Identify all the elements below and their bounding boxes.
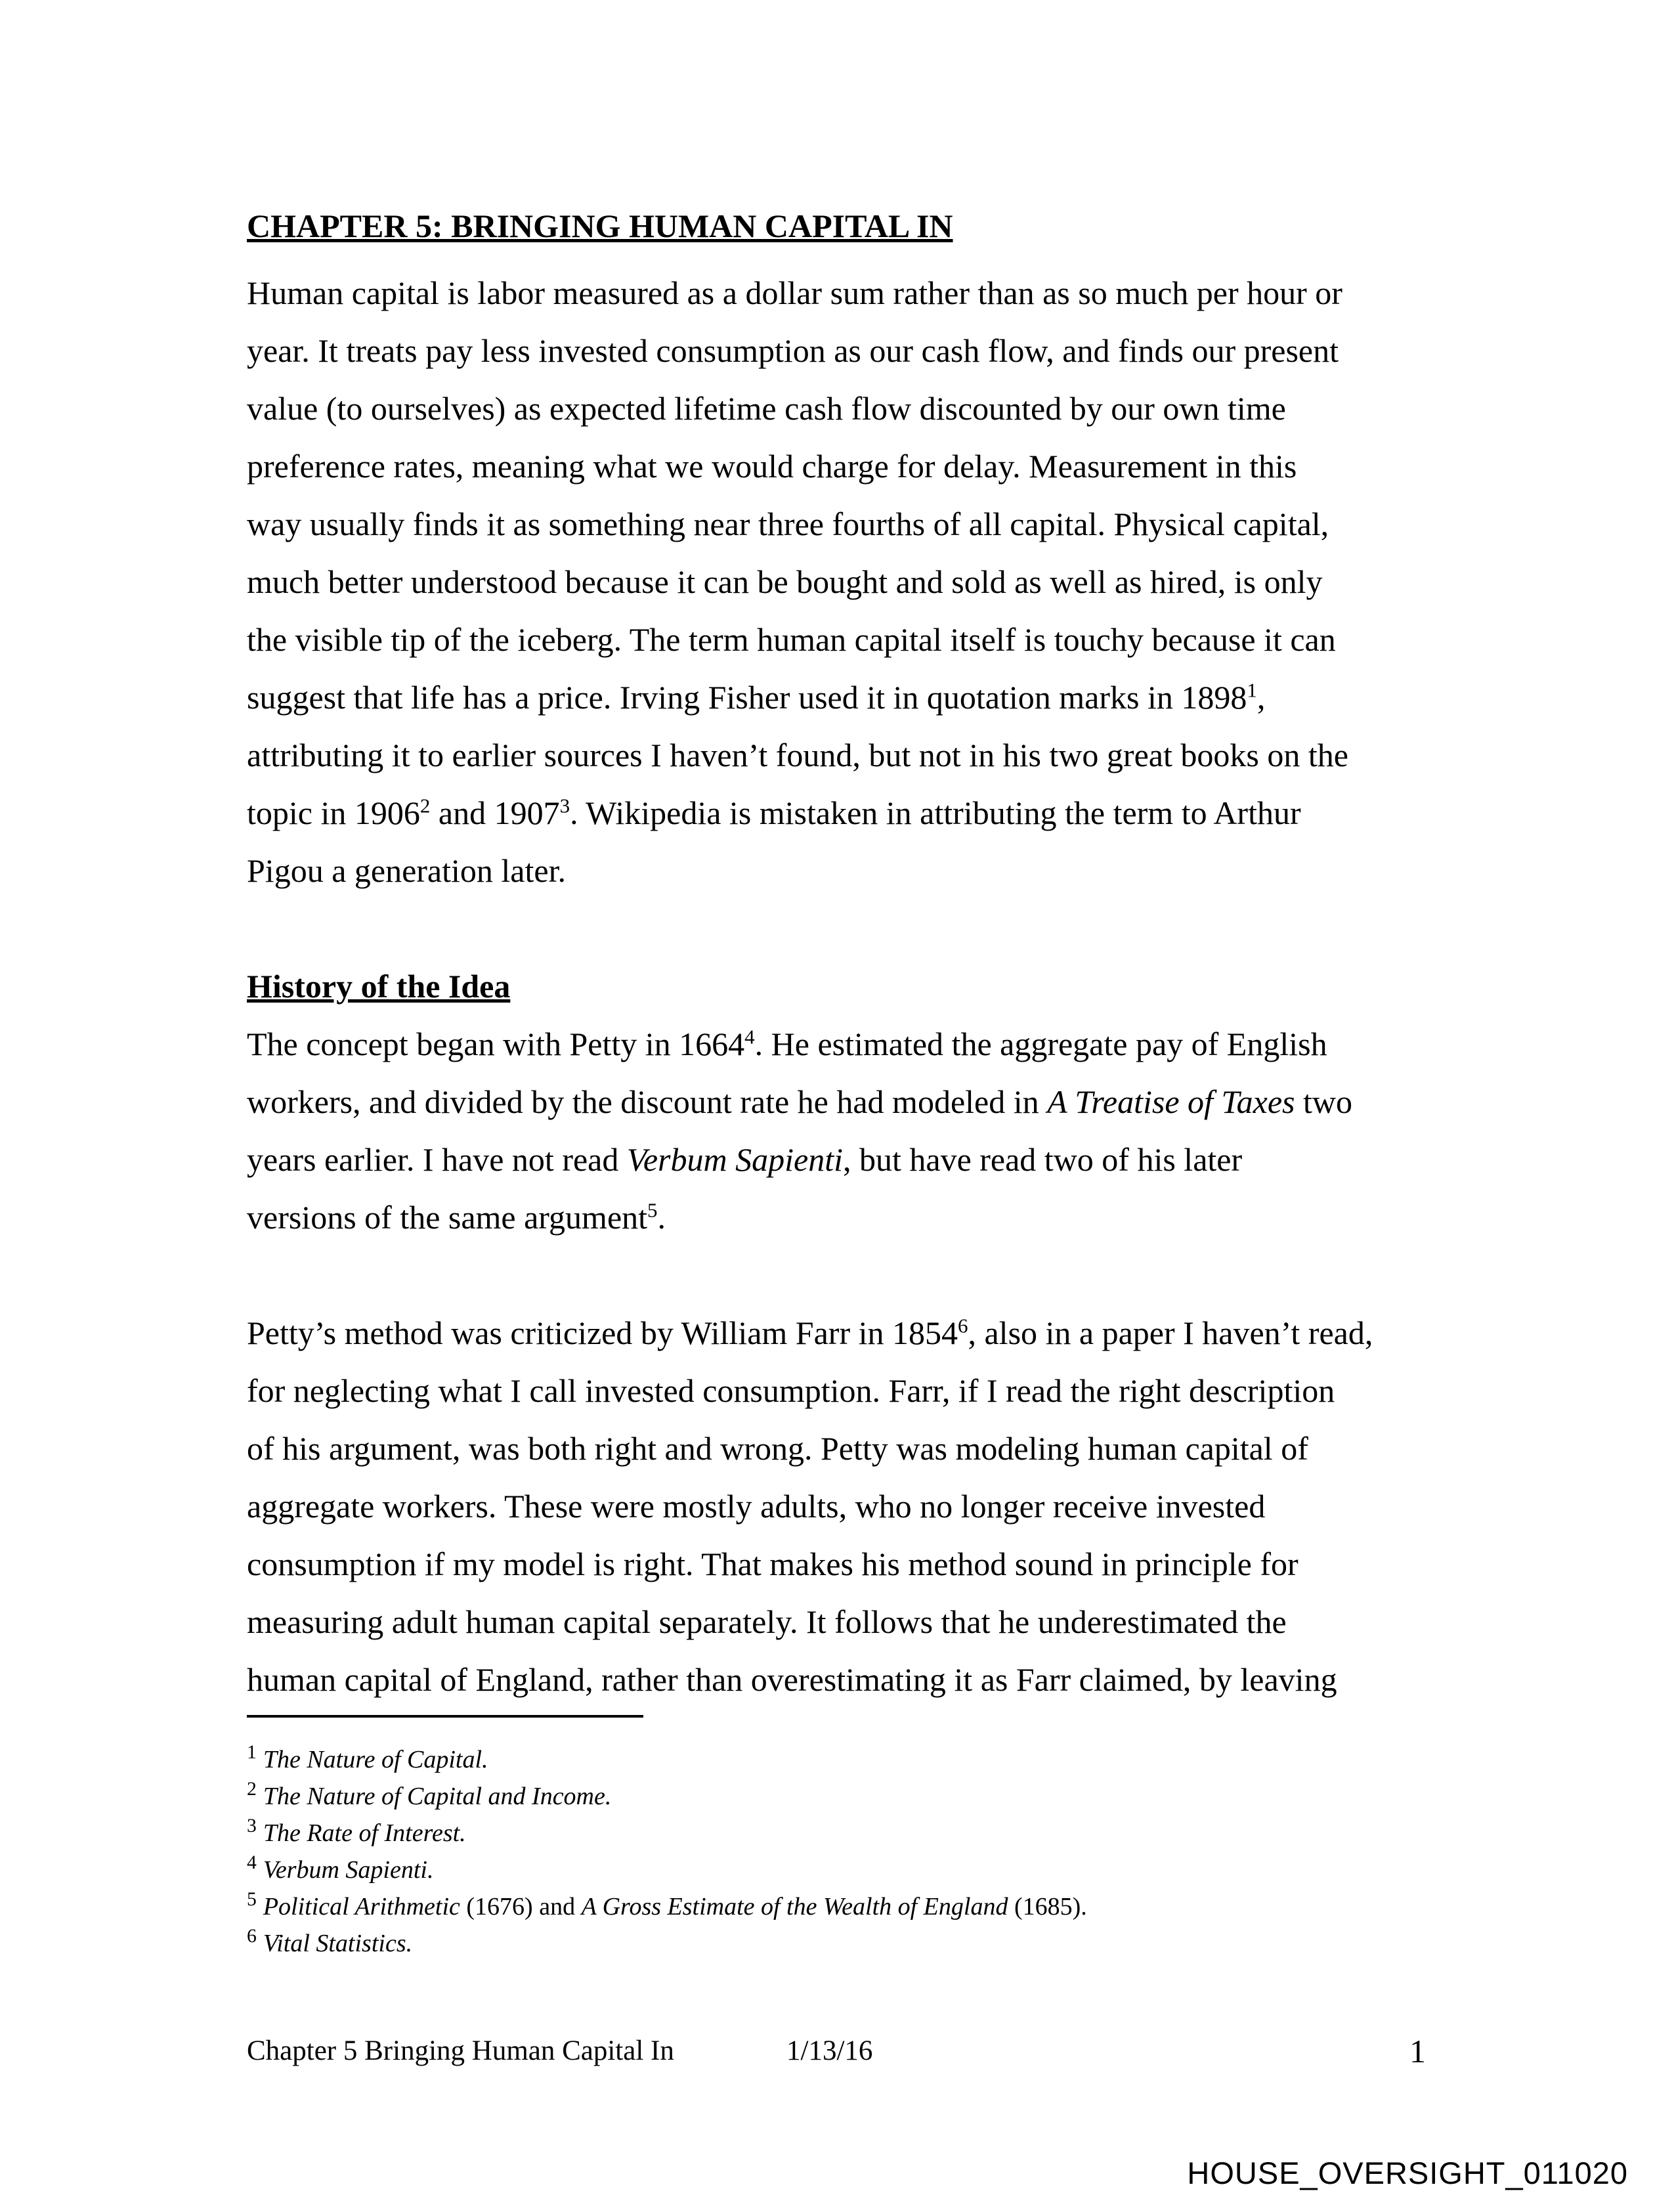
text-segment: Pigou a generation later. [247, 852, 566, 889]
document-body [247, 197, 1428, 1962]
footnote-item [247, 1741, 1428, 1778]
footnote-item [247, 1778, 1428, 1815]
text-line [247, 611, 1428, 668]
text-segment: Petty’s method was criticized by William Farr in 1854 [247, 1314, 958, 1351]
footnote-ref: 3 [559, 794, 570, 817]
footnote-ref: 5 [647, 1198, 658, 1222]
text-segment: . Wikipedia is mistaken in attributing the term to Arthur [570, 794, 1301, 831]
text-segment: . He estimated the aggregate pay of English [754, 1026, 1327, 1062]
italic-text: Political Arithmetic [263, 1893, 460, 1920]
footnote-number: 1 [247, 1742, 257, 1764]
text-line [247, 1073, 1428, 1131]
text-segment: and 1907 [430, 794, 560, 831]
text-segment: aggregate workers. These were mostly adults, who no longer receive invested [247, 1488, 1266, 1525]
text-line [247, 784, 1428, 842]
text-segment: , also in a paper I haven’t read, [968, 1314, 1373, 1351]
text-segment: way usually finds it as something near three fourths of all capital. Physical capital, [247, 506, 1329, 542]
text-segment: year. It treats pay less invested consumption as our cash flow, and finds our present [247, 332, 1339, 369]
text-segment: of his argument, was both right and wrong. Petty was modeling human capital of [247, 1430, 1308, 1467]
paragraph-intro [247, 264, 1428, 900]
footnote-item [247, 1888, 1428, 1925]
text-segment: attributing it to earlier sources I haven’t found, but not in his two great books on the [247, 737, 1348, 773]
italic-text: Verbum Sapienti [626, 1141, 843, 1178]
text-segment: . [657, 1199, 666, 1236]
text-segment: years earlier. I have not read [247, 1141, 627, 1178]
text-line [247, 437, 1428, 495]
text-line [247, 1420, 1428, 1477]
page-number: 1 [1409, 2033, 1426, 2070]
bates-stamp: HOUSE_OVERSIGHT_011020 [1187, 2156, 1628, 2190]
text-segment: Human capital is labor measured as a dollar sum rather than as so much per hour or [247, 274, 1342, 311]
text-segment: , but have read two of his later [843, 1141, 1243, 1178]
text-segment: versions of the same argument [247, 1199, 648, 1236]
text-line [247, 1131, 1428, 1188]
footnote-number: 6 [247, 1926, 257, 1947]
text-segment: measuring adult human capital separately. It follows that he underestimated the [247, 1603, 1287, 1640]
page-footer [247, 2022, 1426, 2080]
paragraph-history [247, 1015, 1428, 1246]
footnote-number: 3 [247, 1815, 257, 1837]
text-segment: workers, and divided by the discount rate he had modeled in [247, 1083, 1048, 1120]
text-line [247, 1477, 1428, 1535]
text-segment: suggest that life has a price. Irving Fisher used it in quotation marks in 1898 [247, 679, 1247, 716]
footnote-item [247, 1925, 1428, 1962]
text-segment: , [1256, 679, 1266, 716]
footer-date: 1/13/16 [786, 2035, 873, 2066]
text-segment: The concept began with Petty in 1664 [247, 1026, 745, 1062]
text-segment: consumption if my model is right. That makes his method sound in principle for [247, 1546, 1298, 1582]
text-line [247, 668, 1428, 726]
section-heading: History of the Idea [247, 968, 511, 1005]
footnote-number: 5 [247, 1889, 257, 1911]
text-segment: value (to ourselves) as expected lifetime cash flow discounted by our own time [247, 390, 1286, 427]
text-line [247, 322, 1428, 380]
text-line [247, 1188, 1428, 1246]
paragraph-gap [247, 1246, 1428, 1304]
text-line [247, 726, 1428, 784]
text-segment: (1676) and [460, 1893, 582, 1920]
footnotes [247, 1741, 1428, 1962]
text-line [247, 553, 1428, 611]
text-segment: topic in 1906 [247, 794, 420, 831]
footnote-item [247, 1815, 1428, 1852]
text-segment: (1685). [1008, 1893, 1087, 1920]
italic-text: A Gross Estimate of the Wealth of England [581, 1893, 1008, 1920]
italic-text: The Nature of Capital. [263, 1746, 488, 1773]
italic-text: A Treatise of Taxes [1047, 1083, 1295, 1120]
italic-text: The Rate of Interest. [263, 1819, 466, 1847]
text-line [247, 264, 1428, 322]
footnote-ref: 6 [957, 1314, 968, 1337]
footnote-number: 2 [247, 1779, 257, 1800]
footnote-ref: 4 [744, 1025, 755, 1049]
text-segment: the visible tip of the iceberg. The term human capital itself is touchy because it can [247, 621, 1336, 658]
text-segment: two [1295, 1083, 1352, 1120]
footnote-item [247, 1852, 1428, 1888]
text-line [247, 1362, 1428, 1420]
footnote-separator [247, 1715, 643, 1718]
footnote-ref: 2 [419, 794, 431, 817]
text-line [247, 1015, 1428, 1073]
paragraph-petty [247, 1304, 1428, 1708]
text-line [247, 1593, 1428, 1651]
italic-text: Vital Statistics. [263, 1930, 413, 1957]
text-line [247, 1651, 1428, 1708]
footer-chapter-label: Chapter 5 Bringing Human Capital In [247, 2035, 674, 2066]
italic-text: The Nature of Capital and Income. [263, 1783, 612, 1810]
text-segment: preference rates, meaning what we would charge for delay. Measurement in this [247, 448, 1297, 485]
paragraph-gap [247, 900, 1428, 957]
text-line [247, 1535, 1428, 1593]
text-line [247, 495, 1428, 553]
text-line [247, 380, 1428, 437]
italic-text: Verbum Sapienti. [263, 1856, 434, 1884]
text-segment: much better understood because it can be bought and sold as well as hired, is only [247, 563, 1323, 600]
page-title: CHAPTER 5: BRINGING HUMAN CAPITAL IN [247, 207, 953, 244]
text-line [247, 842, 1428, 900]
footnote-number: 4 [247, 1852, 257, 1874]
text-line [247, 1304, 1428, 1362]
text-segment: human capital of England, rather than overestimating it as Farr claimed, by leaving [247, 1661, 1337, 1698]
footnote-ref: 1 [1247, 678, 1257, 702]
text-segment: for neglecting what I call invested consumption. Farr, if I read the right description [247, 1372, 1335, 1409]
